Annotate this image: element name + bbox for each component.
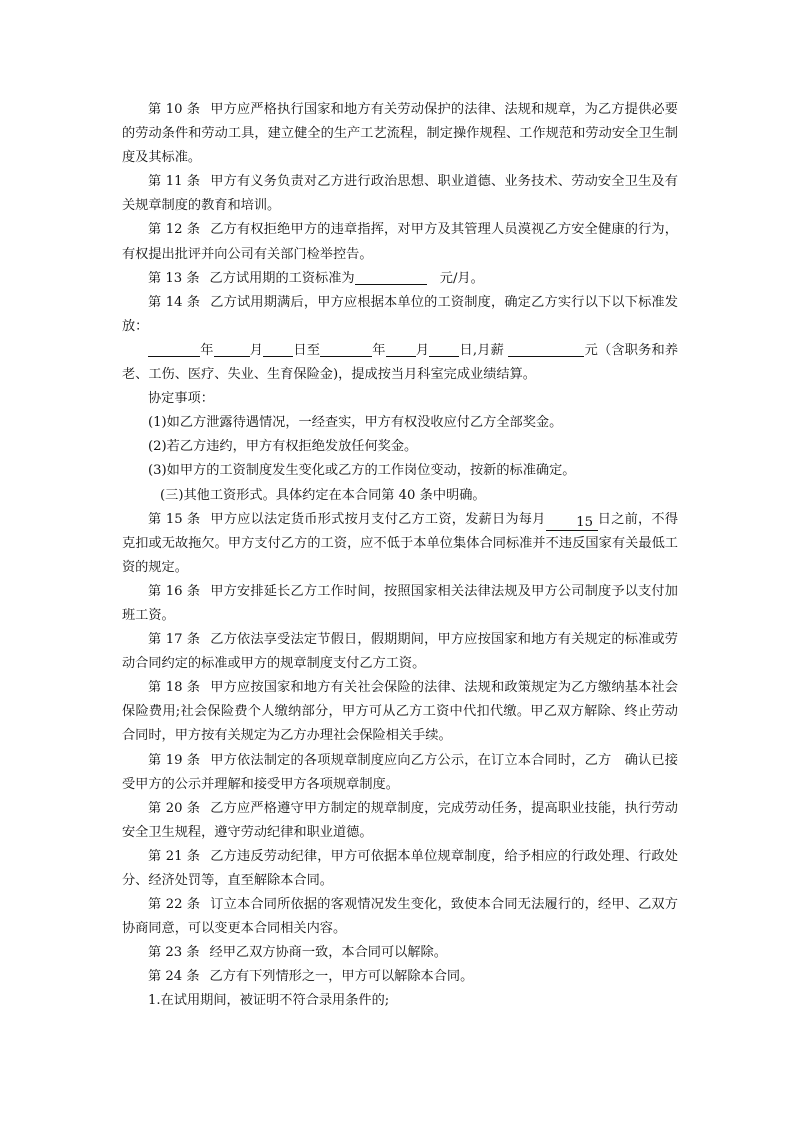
end-day-blank[interactable] [429,341,459,357]
article-text: 乙方违反劳动纪律，甲方可依据本单位规章制度，给予相应的行政处理、行政处分、经济处罚等，直至解除本合同。 [122,848,678,888]
article-19 [122,749,678,797]
article-number: 第 12 条 [148,222,201,238]
article-14 [122,291,678,339]
salary-note: 元（含职务和养老、工伤、医疗、失业、生育保险金)，提成按当月科室完成业绩结算。 [122,342,679,383]
article-10 [122,98,678,170]
agreement-item-3: (3)如甲方的工资制度发生变化或乙方的工作岗位变动，按新的标准确定。 [148,463,576,479]
article-number: 第 18 条 [148,680,201,696]
article-18 [122,676,678,748]
article-number: 第 24 条 [148,969,200,985]
start-month-blank[interactable] [214,341,250,357]
article-text: 乙方有下列情形之一，甲方可以解除本合同。 [209,969,474,985]
article-text: 甲方应严格执行国家和地方有关劳动保护的法律、法规和规章，为乙方提供必要的劳动条件和劳动工具，建立健全的生产工艺流程，制定操作规程、工作规范和劳动安全卫生制度及其标准。 [122,102,678,166]
end-month-blank[interactable] [386,341,416,357]
article-21 [122,845,678,893]
article-number: 第 19 条 [148,752,201,768]
article-17 [122,628,678,676]
article-text: 甲方有义务负责对乙方进行政治思想、职业道德、业务技术、劳动安全卫生及有关规章制度的教育和培训。 [122,174,678,214]
payday-value[interactable]: 15 [546,515,598,531]
month-label: 月 [249,342,264,358]
article-text: 日之前，不得克扣或无故拖欠。甲方支付乙方的工资，应不低于本单位集体合同标准并不违反国家有关最低工资的规定。 [122,511,679,575]
start-year-blank[interactable] [148,341,200,357]
article-number: 第 15 条 [148,511,201,527]
article-text: 订立本合同所依据的客观情况发生变化，致使本合同无法履行的，经甲、乙双方协商同意，可以变更本合同相关内容。 [122,897,678,937]
article-16 [122,580,678,628]
article-number: 第 16 条 [148,583,201,599]
article-text: 乙方依法享受法定节假日，假期期间，甲方应按国家和地方有关规定的标准或劳动合同约定的标准或甲方的规章制度支付乙方工资。 [122,632,678,672]
month-label: 月 [415,342,430,358]
article-13 [122,267,678,291]
agreement-item-2: (2)若乙方违约，甲方有权拒绝发放任何奖金。 [148,439,418,455]
start-day-blank[interactable] [263,341,293,357]
article-11 [122,170,678,218]
article-15 [122,508,678,580]
contract-page [122,98,678,1014]
end-year-blank[interactable] [320,341,372,357]
article-number: 第 11 条 [148,174,201,190]
article-text: 甲方安排延长乙方工作时间，按照国家相关法律法规及甲方公司制度予以支付加班工资。 [122,583,678,623]
article-number: 第 14 条 [148,294,201,310]
article-number: 第 13 条 [148,270,200,286]
article-number: 第 21 条 [148,848,201,864]
article-text: 元/月。 [439,270,484,286]
article-number: 第 23 条 [148,945,200,961]
article-text: 甲方依法制定的各项规章制度应向乙方公示，在订立本合同时，乙方 确认已接受甲方的公示并理解和接受甲方各项规章制度。 [122,752,678,792]
article-text: 经甲乙双方协商一致，本合同可以解除。 [209,945,447,961]
probation-wage-blank[interactable] [355,269,427,285]
agreement-title: 协定事项： [148,391,214,407]
monthly-salary-label: 日,月薪 [459,342,504,358]
article-24 [122,965,678,989]
article-text: 乙方应严格遵守甲方制定的规章制度，完成劳动任务，提高职业技能，执行劳动安全卫生规程，遵守劳动纪律和职业道德。 [122,800,678,840]
article-20 [122,797,678,845]
article-23 [122,941,678,965]
article-text: 乙方试用期满后，甲方应根据本单位的工资制度，确定乙方实行以下以下标准发放： [122,294,678,334]
termination-item-1: 1.在试用期间，被证明不符合录用条件的; [148,993,390,1009]
article-number: 第 22 条 [148,897,201,913]
monthly-salary-blank[interactable] [508,341,584,357]
year-label: 年 [200,342,214,358]
article-text: 甲方应按国家和地方有关社会保险的法律、法规和政策规定为乙方缴纳基本社会保险费用;社会保险费个人缴纳部分，甲方可从乙方工资中代扣代缴。甲乙双方解除、终止劳动合同时，甲方按有关规定为乙方办理社会保险相关手续。 [122,680,678,744]
day-to-label: 日至 [293,342,321,358]
article-text: 乙方试用期的工资标准为 [209,270,355,286]
year-label: 年 [372,342,386,358]
article-number: 第 17 条 [148,632,201,648]
article-12 [122,218,678,266]
other-wage-forms: (三)其他工资形式。具体约定在本合同第 40 条中明确。 [160,487,486,503]
article-number: 第 20 条 [148,800,201,816]
wage-period-line [122,339,678,387]
article-22 [122,893,678,941]
agreement-item-1: (1)如乙方泄露待遇情况，一经查实，甲方有权没收应付乙方全部奖金。 [148,415,563,431]
article-number: 第 10 条 [148,102,201,117]
article-text: 乙方有权拒绝甲方的违章指挥，对甲方及其管理人员漠视乙方安全健康的行为，有权提出批评并向公司有关部门检举控告。 [122,222,678,262]
article-text: 甲方应以法定货币形式按月支付乙方工资，发薪日为每月 [210,511,546,527]
